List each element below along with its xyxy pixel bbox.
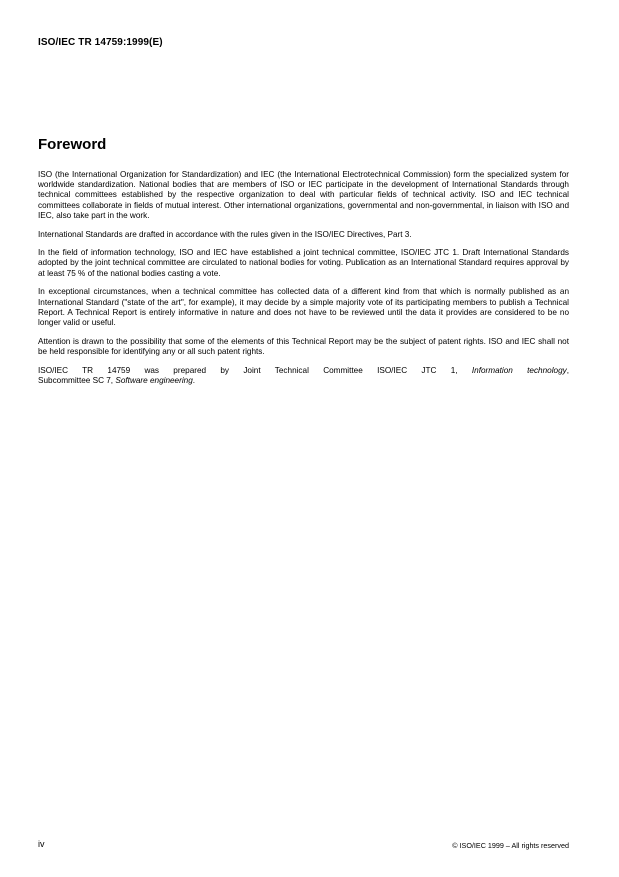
paragraph-jtc1: In the field of information technology, ISO and IEC have established a joint technical committee, ISO/IEC JTC 1. Draft International Standards adopted by the joint technical committee are circulated to national bodies for voting. Publication as an International Standard requires approval by at least 75 % of the national bodies casting a vote. <box>38 248 569 278</box>
foreword-heading: Foreword <box>38 136 107 153</box>
paragraph-organizations: ISO (the International Organization for Standardization) and IEC (the International Electrotechnical Commission) form the specialized system for worldwide standardization. National bodies that are members of ISO or IEC participate in the development of International Standards through technical committees established by the respective organization to deal with particular fields of technical activity. ISO and IEC technical committees collaborate in fields of mutual interest. Other international organizations, governmental and non-governmental, in liaison with ISO and IEC, also take part in the work. <box>38 170 569 220</box>
paragraph-preparation <box>38 366 569 386</box>
preparation-text-2: Subcommittee SC 7, <box>38 375 114 385</box>
preparation-period: . <box>192 375 196 385</box>
copyright-notice: © ISO/IEC 1999 – All rights reserved <box>452 841 569 850</box>
paragraph-patent-rights: Attention is drawn to the possibility that some of the elements of this Technical Report may be the subject of patent rights. ISO and IEC shall not be held responsible for identifying any or all such patent rights. <box>38 336 569 356</box>
preparation-line-1 <box>38 366 569 376</box>
committee-title-italic: Information technology <box>471 365 567 375</box>
foreword-body <box>38 170 569 394</box>
document-id-header: ISO/IEC TR 14759:1999(E) <box>38 37 163 48</box>
preparation-comma: , <box>566 365 569 375</box>
paragraph-technical-report: In exceptional circumstances, when a technical committee has collected data of a different kind from that which is normally published as an International Standard ("state of the art", for example), it may decide by a simple majority vote of its participating members to publish a Technical Report. A Technical Report is entirely informative in nature and does not have to be reviewed until the data it provides are considered to be no longer valid or useful. <box>38 287 569 327</box>
page-number: iv <box>38 839 45 849</box>
paragraph-directives: International Standards are drafted in accordance with the rules given in the ISO/IEC Directives, Part 3. <box>38 229 412 239</box>
preparation-text-1: ISO/IEC TR 14759 was prepared by Joint Technical Committee ISO/IEC JTC 1, <box>38 365 458 375</box>
subcommittee-title-italic: Software engineering <box>115 375 193 385</box>
